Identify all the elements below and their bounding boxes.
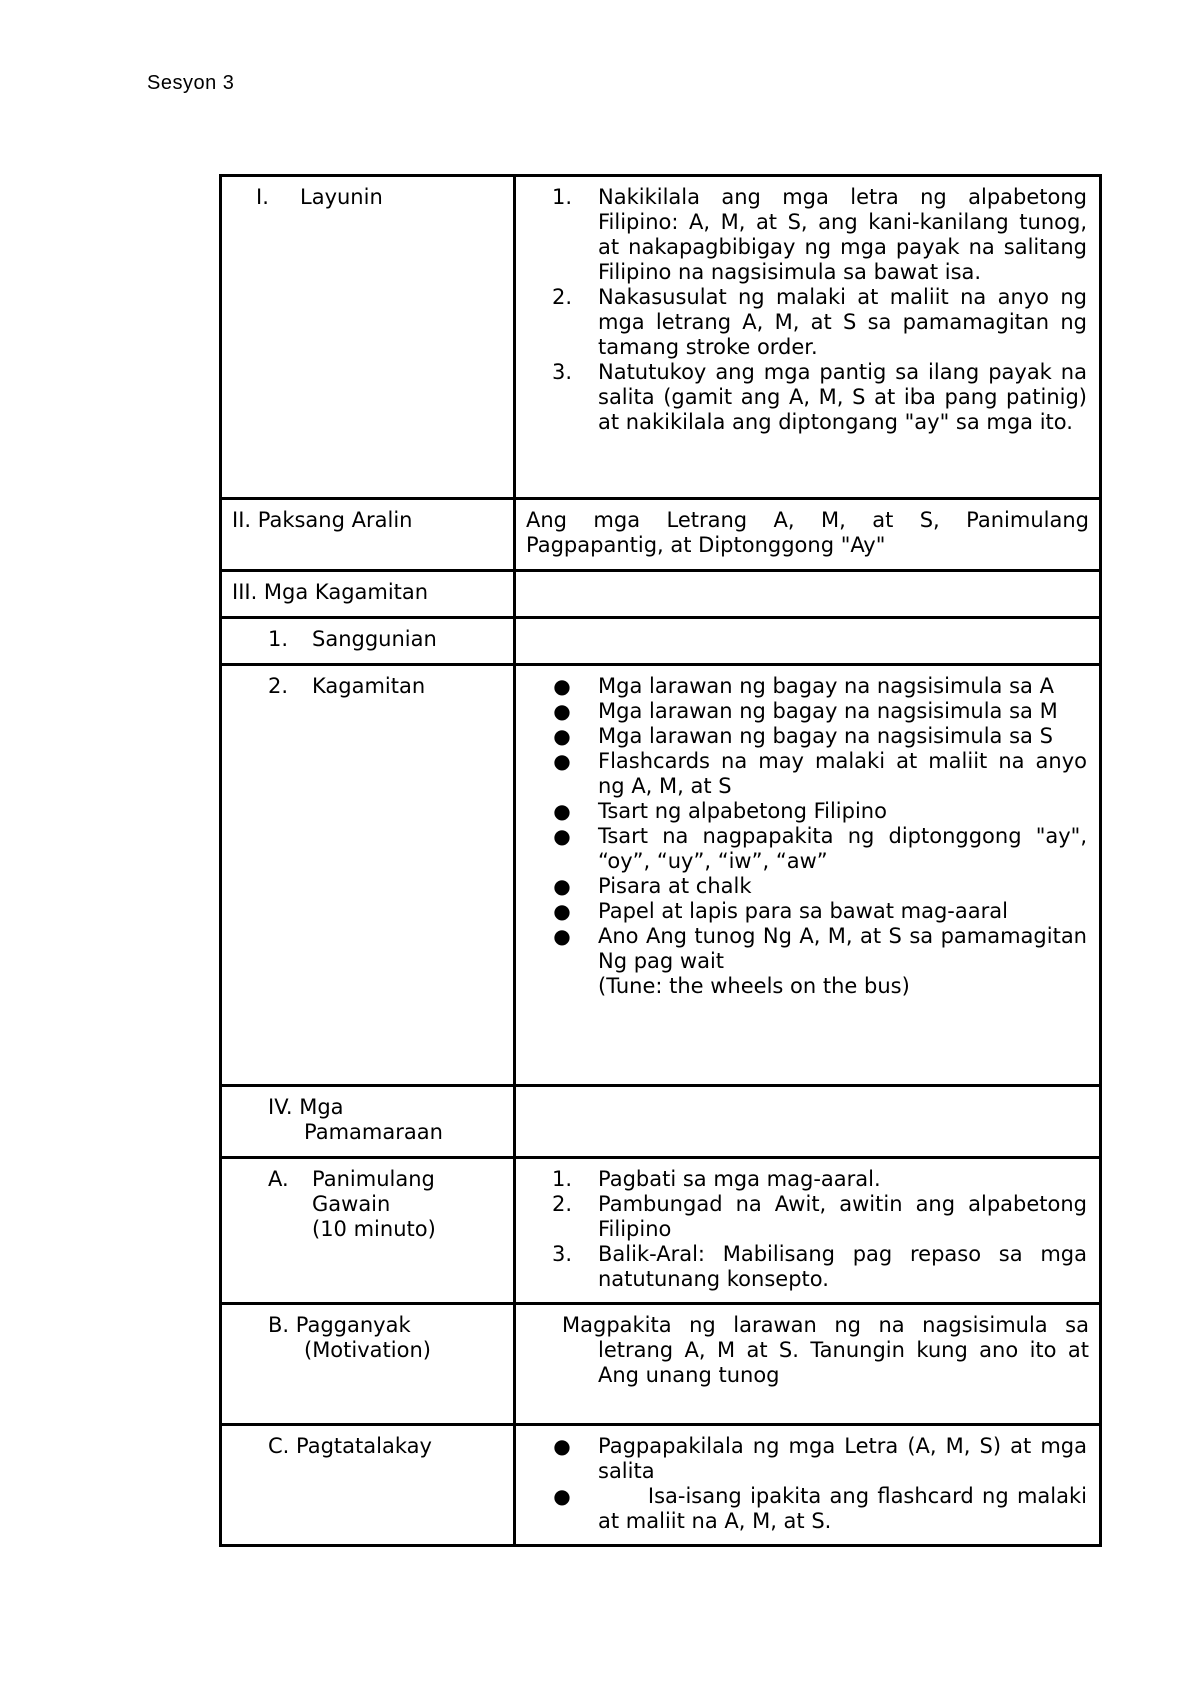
list-item: ● Pisara at chalk: [526, 874, 1089, 899]
row-panimula: [221, 1158, 1101, 1304]
row-pagtatalakay: [221, 1425, 1101, 1546]
list-item: ● Tsart ng alpabetong Filipino: [526, 799, 1089, 824]
kagamitan-label: Kagamitan: [312, 674, 426, 698]
panimula-label-line1: Panimulang: [312, 1167, 435, 1191]
bullet-icon: ●: [553, 674, 571, 698]
row-sanggunian: [221, 618, 1101, 665]
list-item: 3. Balik-Aral: Mabilisang pag repaso sa mga natutunang konsepto.: [551, 1242, 1087, 1291]
pagganyak-text: Magpakita ng larawan ng na nagsisimula sa letrang A, M at S. Tanungin kung ano ito at Ang unang tunog: [562, 1313, 1089, 1387]
kagamitan-content-cell: [515, 665, 1101, 1086]
list-item: ● Isa-isang ipakita ang flashcard ng malaki at maliit na A, M, at S.: [526, 1484, 1089, 1534]
paksa-label-cell: [221, 499, 515, 571]
kagamitan-header-cell: [221, 571, 515, 618]
list-item: ● Ano Ang tunog Ng A, M, at S sa pamamagitan Ng pag wait (Tune: the wheels on the bus): [526, 924, 1089, 999]
sanggunian-label: Sanggunian: [312, 627, 437, 651]
pamamaraan-label-line2: Pamamaraan: [304, 1120, 443, 1144]
kagamitan-label-cell: [221, 665, 515, 1086]
panimula-content-cell: [515, 1158, 1101, 1304]
kagamitan-header-label: III. Mga Kagamitan: [232, 580, 429, 604]
pagtatalakay-content-cell: [515, 1425, 1101, 1546]
pagtatalakay-label: C. Pagtatalakay: [268, 1434, 432, 1458]
panimula-letter: A.: [268, 1167, 289, 1191]
bullet-icon: ●: [553, 749, 571, 773]
list-item: 1. Pagbati sa mga mag-aaral.: [551, 1167, 881, 1191]
list-item: ● Flashcards na may malaki at maliit na anyo ng A, M, at S: [526, 749, 1089, 799]
panimula-label-line3: (10 minuto): [312, 1217, 436, 1241]
list-item: ● Mga larawan ng bagay na nagsisimula sa A: [526, 674, 1089, 699]
row-pagganyak: [221, 1304, 1101, 1425]
list-item: ● Mga larawan ng bagay na nagsisimula sa S: [526, 724, 1089, 749]
bullet-icon: ●: [553, 1434, 571, 1458]
list-item: ● Pagpapakilala ng mga Letra (A, M, S) at mga salita: [526, 1434, 1089, 1484]
empty-cell: [515, 618, 1101, 665]
pamamaraan-label-line1: IV. Mga: [268, 1095, 344, 1119]
kagamitan-list: [526, 674, 1089, 999]
paksa-text: Ang mga Letrang A, M, at S, Panimulang Pagpapantig, at Diptonggong "Ay": [526, 508, 1089, 557]
panimula-label-line2: Gawain: [312, 1192, 391, 1216]
list-item: 1. Nakikilala ang mga letra ng alpabetong Filipino: A, M, at S, ang kani-kanilang tunog, at nakapagbibigay ng mga payak na salitang Filipino na nagsisimula sa bawat isa.: [551, 185, 1087, 284]
pamamaraan-label-cell: [221, 1086, 515, 1158]
row-kagamitan-header: [221, 571, 1101, 618]
list-item: 2. Nakasusulat ng malaki at maliit na anyo ng mga letrang A, M, at S sa pamamagitan ng tamang stroke order.: [551, 285, 1087, 359]
empty-cell: [515, 571, 1101, 618]
list-item: ● Mga larawan ng bagay na nagsisimula sa M: [526, 699, 1089, 724]
layunin-label-cell: [221, 176, 515, 499]
bullet-icon: ●: [553, 699, 571, 723]
pagganyak-label-line1: B. Pagganyak: [268, 1313, 411, 1337]
bullet-icon: ●: [553, 824, 571, 848]
row-kagamitan: [221, 665, 1101, 1086]
pagtatalakay-list: [526, 1434, 1094, 1534]
kagamitan-number: 2.: [268, 674, 289, 698]
paksa-content-cell: [515, 499, 1101, 571]
session-header: Sesyon 3: [147, 72, 235, 94]
row-layunin: [221, 176, 1101, 499]
panimula-label-cell: [221, 1158, 515, 1304]
bullet-icon: ●: [553, 899, 571, 923]
pagganyak-label-line2: (Motivation): [304, 1338, 431, 1362]
pagtatalakay-label-cell: [221, 1425, 515, 1546]
paksa-label: II. Paksang Aralin: [232, 508, 413, 532]
pagganyak-content-cell: [515, 1304, 1101, 1425]
layunin-number: I.: [256, 185, 269, 209]
empty-cell: [515, 1086, 1101, 1158]
list-item: ● Papel at lapis para sa bawat mag-aaral: [526, 899, 1089, 924]
list-item: 2. Pambungad na Awit, awitin ang alpabetong Filipino: [551, 1192, 1087, 1241]
sanggunian-label-cell: [221, 618, 515, 665]
row-pamamaraan: [221, 1086, 1101, 1158]
pagganyak-label-cell: [221, 1304, 515, 1425]
list-item: ● Tsart na nagpapakita ng diptonggong "ay", “oy”, “uy”, “iw”, “aw”: [526, 824, 1089, 874]
list-item: 3. Natutukoy ang mga pantig sa ilang payak na salita (gamit ang A, M, S at iba pang patinig) at nakikilala ang diptongang "ay" sa mga ito.: [551, 360, 1087, 434]
bullet-icon: ●: [553, 1484, 571, 1508]
bullet-icon: ●: [553, 874, 571, 898]
panimula-list: [526, 1167, 1089, 1292]
layunin-label: Layunin: [300, 185, 383, 209]
lesson-plan-table: [219, 174, 1102, 1547]
layunin-list: [526, 185, 1089, 435]
bullet-icon: ●: [553, 924, 571, 948]
bullet-icon: ●: [553, 799, 571, 823]
row-paksa: [221, 499, 1101, 571]
bullet-icon: ●: [553, 724, 571, 748]
layunin-content-cell: [515, 176, 1101, 499]
sanggunian-number: 1.: [268, 627, 289, 651]
tune-note: (Tune: the wheels on the bus): [598, 974, 910, 998]
